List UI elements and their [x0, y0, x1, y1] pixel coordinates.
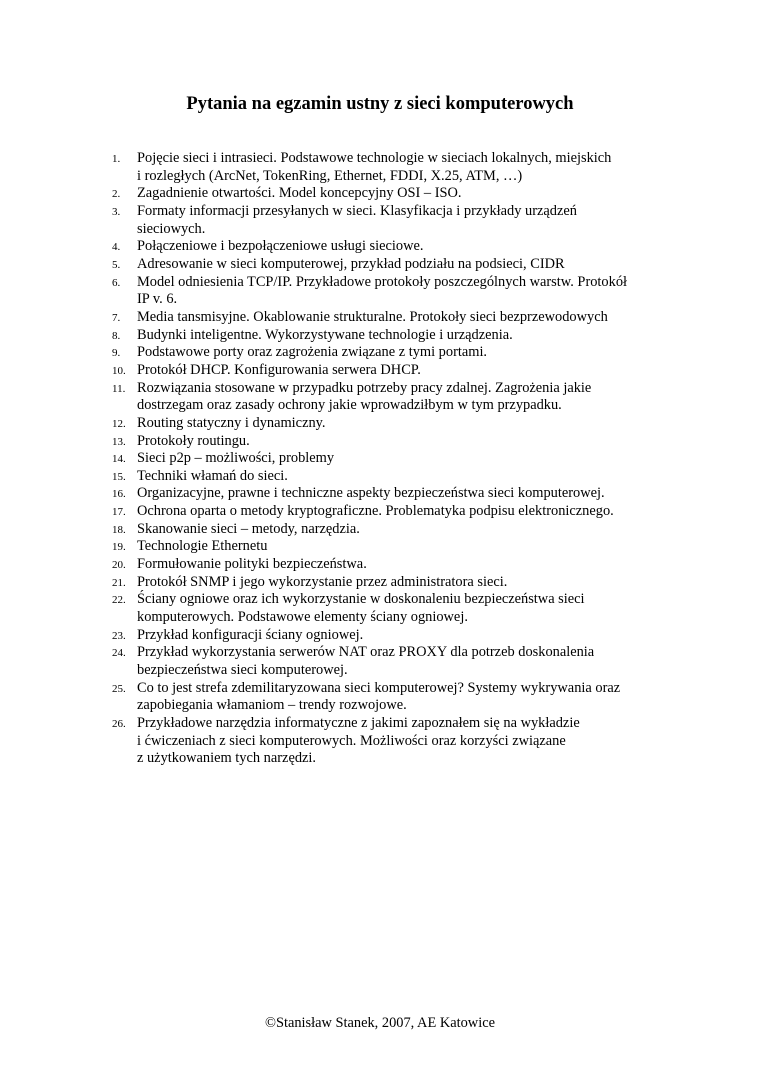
list-item	[0, 380, 667, 415]
question-number: 8.	[112, 329, 121, 342]
question-text-line: Podstawowe porty oraz zagrożenia związane z tymi portami.	[137, 344, 488, 361]
question-text-line: Techniki włamań do sieci.	[137, 467, 288, 484]
question-text-line: Formułowanie polityki bezpieczeństwa.	[137, 556, 367, 573]
question-number: 4.	[112, 241, 121, 254]
question-number: 2.	[112, 188, 121, 201]
list-item	[0, 327, 667, 345]
list-item	[0, 450, 667, 468]
list-item	[0, 309, 667, 327]
list-item	[0, 556, 667, 574]
question-number: 15.	[112, 470, 126, 483]
question-text-line: Model odniesienia TCP/IP. Przykładowe protokoły poszczególnych warstw. Protokół	[137, 273, 628, 290]
question-text-line: Przykładowe narzędzia informatyczne z jakimi zapoznałem się na wykładzie	[137, 715, 580, 731]
list-item	[0, 344, 667, 362]
question-number: 26.	[112, 718, 126, 730]
question-text-line: Budynki inteligentne. Wykorzystywane technologie i urządzenia.	[137, 326, 513, 343]
question-text-line: i rozległych (ArcNet, TokenRing, Ethernet, FDDI, X.25, ATM, …)	[137, 167, 523, 184]
question-text-line: z użytkowaniem tych narzędzi.	[137, 750, 317, 767]
question-text-line: Przykład konfiguracji ściany ogniowej.	[137, 626, 364, 643]
question-number: 16.	[112, 488, 126, 501]
question-number: 17.	[112, 506, 126, 519]
question-number: 5.	[112, 258, 121, 271]
list-item	[0, 150, 667, 185]
question-text-line: Sieci p2p – możliwości, problemy	[137, 450, 335, 467]
question-number: 14.	[112, 453, 126, 466]
question-number: 20.	[112, 559, 126, 572]
list-item	[0, 256, 667, 274]
list-item	[0, 185, 667, 203]
question-text-line: Media tansmisyjne. Okablowanie strukturalne. Protokoły sieci bezprzewodowych	[137, 308, 608, 325]
question-number: 7.	[112, 311, 121, 324]
list-item	[0, 538, 667, 556]
page-title: Pytania na egzamin ustny z sieci komputerowych	[186, 94, 574, 114]
question-text-line: Zagadnienie otwartości. Model koncepcyjny OSI – ISO.	[137, 185, 462, 202]
question-text-line: dostrzegam oraz zasady ochrony jakie wprowadziłbym w tym przypadku.	[137, 397, 562, 414]
question-text-line: Protokół SNMP i jego wykorzystanie przez administratora sieci.	[137, 573, 508, 590]
question-number: 6.	[112, 276, 121, 289]
question-number: 19.	[112, 541, 126, 554]
question-text-line: Organizacyjne, prawne i techniczne aspekty bezpieczeństwa sieci komputerowej.	[137, 485, 605, 502]
question-number: 22.	[112, 594, 126, 607]
list-item	[0, 433, 667, 451]
list-item	[0, 644, 667, 679]
question-text-line: i ćwiczeniach z sieci komputerowych. Możliwości oraz korzyści związane	[137, 732, 566, 749]
question-text-line: Przykład wykorzystania serwerów NAT oraz PROXY dla potrzeb doskonalenia	[137, 644, 595, 661]
question-text-line: IP v. 6.	[137, 291, 178, 308]
question-number: 12.	[112, 417, 126, 430]
question-text-line: Rozwiązania stosowane w przypadku potrzeby pracy zdalnej. Zagrożenia jakie	[137, 379, 592, 396]
question-number: 24.	[112, 647, 126, 660]
question-number: 3.	[112, 205, 121, 218]
list-item	[0, 415, 667, 433]
question-number: 11.	[112, 382, 126, 395]
list-item	[0, 468, 667, 486]
question-text-line: Połączeniowe i bezpołączeniowe usługi sieciowe.	[137, 238, 424, 255]
list-item	[0, 591, 667, 626]
list-item	[0, 715, 667, 768]
question-text-line: sieciowych.	[137, 220, 206, 237]
question-text-line: Technologie Ethernetu	[137, 538, 268, 555]
question-text-line: Routing statyczny i dynamiczny.	[137, 414, 326, 431]
question-list	[0, 150, 760, 768]
question-text-line: Skanowanie sieci – metody, narzędzia.	[137, 520, 360, 537]
question-text-line: Formaty informacji przesyłanych w sieci. Klasyfikacja i przykłady urządzeń	[137, 202, 577, 219]
question-text-line: zapobiegania włamaniom – trendy rozwojowe.	[137, 697, 407, 714]
question-number: 10.	[112, 364, 126, 377]
question-text-line: Ochrona oparta o metody kryptograficzne. Problematyka podpisu elektronicznego.	[137, 503, 614, 520]
question-text-line: Co to jest strefa zdemilitaryzowana sieci komputerowej? Systemy wykrywania oraz	[137, 679, 621, 696]
question-number: 21.	[112, 576, 126, 589]
question-text-line: Protokół DHCP. Konfigurowania serwera DHCP.	[137, 361, 421, 378]
question-text-line: Ściany ogniowe oraz ich wykorzystanie w doskonaleniu bezpieczeństwa sieci	[137, 591, 585, 608]
list-item	[0, 680, 667, 715]
question-text-line: Pojęcie sieci i intrasieci. Podstawowe technologie w sieciach lokalnych, miejskich	[137, 150, 612, 166]
list-item	[0, 485, 667, 503]
question-text-line: Adresowanie w sieci komputerowej, przykład podziału na podsieci, CIDR	[137, 255, 565, 272]
question-number: 13.	[112, 435, 126, 448]
list-item	[0, 238, 667, 256]
question-text-line: komputerowych. Podstawowe elementy ściany ogniowej.	[137, 609, 468, 626]
question-text-line: Protokoły routingu.	[137, 432, 250, 449]
question-number: 1.	[112, 153, 121, 165]
list-item	[0, 362, 667, 380]
list-item	[0, 521, 667, 539]
question-number: 23.	[112, 629, 126, 642]
question-text-line: bezpieczeństwa sieci komputerowej.	[137, 662, 348, 679]
list-item	[0, 627, 667, 645]
list-item	[0, 274, 667, 309]
question-number: 9.	[112, 347, 121, 360]
question-number: 25.	[112, 682, 126, 695]
question-number: 18.	[112, 523, 126, 536]
footer-copyright: ©Stanisław Stanek, 2007, AE Katowice	[265, 1015, 495, 1031]
list-item	[0, 203, 667, 238]
list-item	[0, 503, 667, 521]
list-item	[0, 574, 667, 592]
